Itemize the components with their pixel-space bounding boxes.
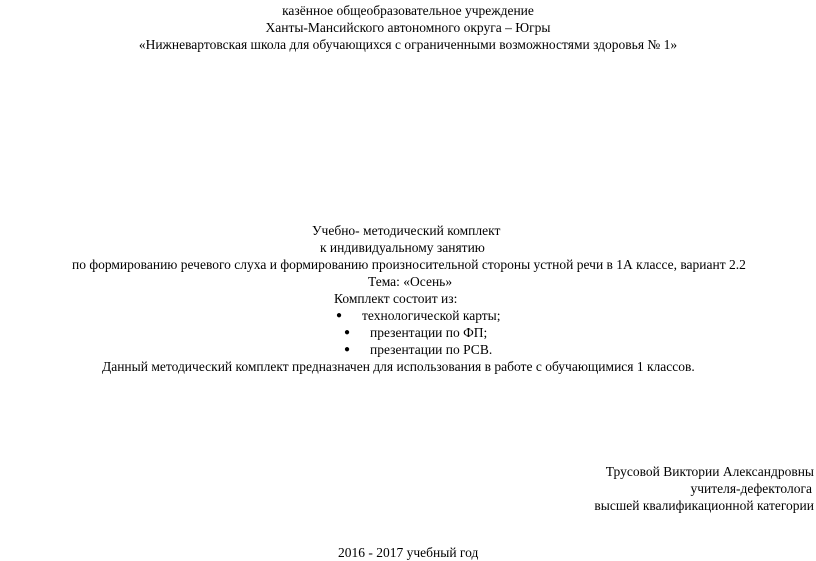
kit-purpose: Данный методический комплект предназначен для использования в работе с обучающимися 1 классов. (102, 359, 695, 374)
bullet-icon: ● (336, 310, 343, 321)
kit-topic: Тема: «Осень» (368, 274, 453, 289)
author-position: учителя-дефектолога (690, 481, 812, 496)
title-block (0, 222, 816, 375)
bullet-icon: ● (344, 344, 351, 355)
institution-region: Ханты-Мансийского автономного округа – Югры (265, 20, 551, 35)
kit-subtitle: к индивидуальному занятию (320, 240, 485, 255)
author-name: Трусовой Виктории Александровны (605, 464, 814, 479)
institution-name: «Нижневартовская школа для обучающихся с ограниченными возможностями здоровья № 1» (138, 37, 678, 52)
author-block (416, 463, 816, 514)
list-item (0, 341, 816, 358)
composition-list (0, 307, 816, 358)
bullet-icon: ● (344, 327, 351, 338)
kit-description: по формированию речевого слуха и формированию произносительной стороны устной речи в 1А классе, вариант 2.2 (72, 257, 746, 272)
list-item-text: презентации по ФП; (370, 325, 488, 340)
list-item-text: технологической карты; (362, 308, 501, 323)
kit-title: Учебно- методический комплект (312, 223, 501, 238)
institution-type: казённое общеобразовательное учреждение (282, 3, 534, 18)
composition-heading: Комплект состоит из: (334, 291, 458, 306)
academic-year: 2016 - 2017 учебный год (338, 545, 479, 560)
list-item (0, 307, 816, 324)
institution-header (0, 2, 816, 53)
list-item-text: презентации по РСВ. (370, 342, 493, 357)
list-item (0, 324, 816, 341)
author-category: высшей квалификационной категории (594, 498, 814, 513)
